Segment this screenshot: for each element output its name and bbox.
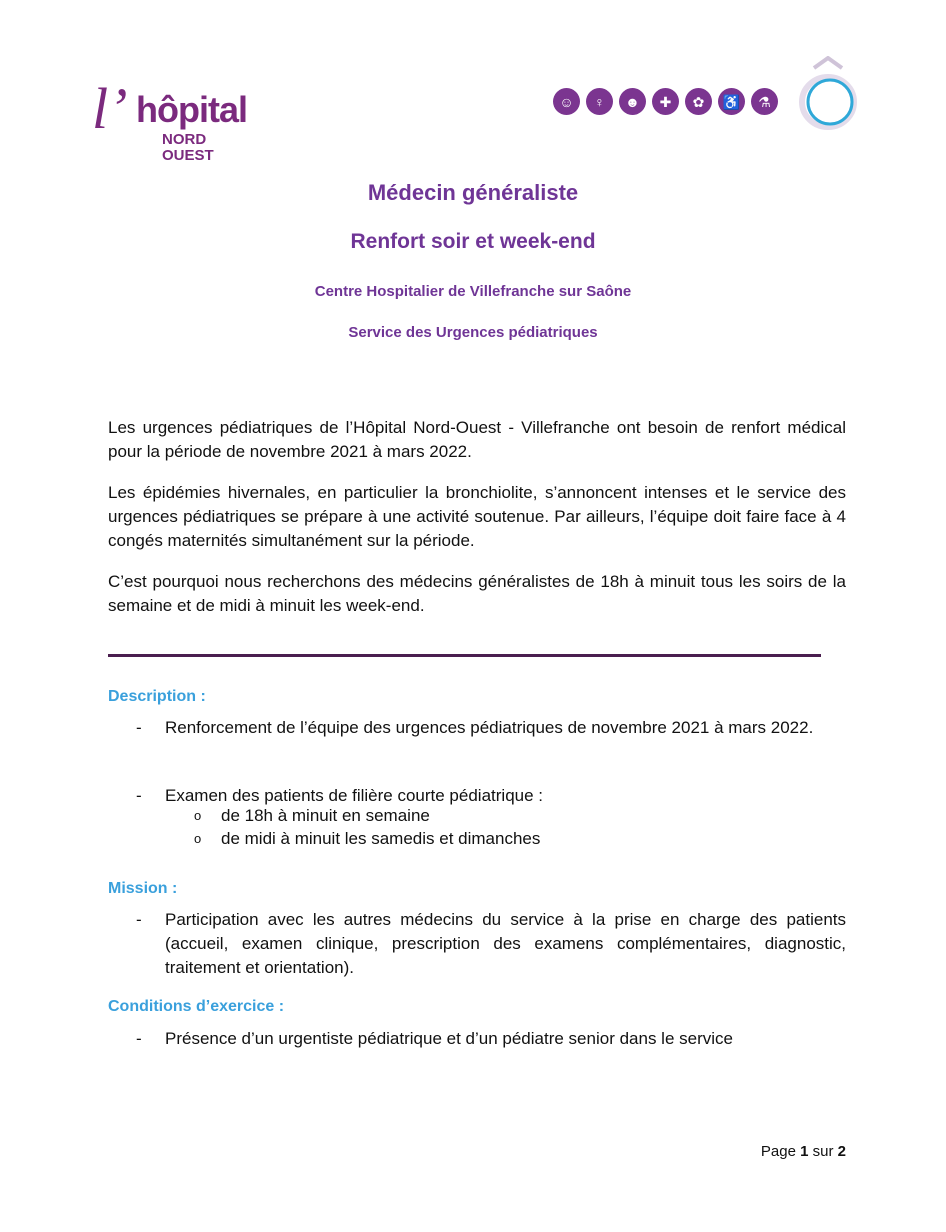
total-pages: 2 <box>837 1143 846 1160</box>
logo-ouest-text: OUEST <box>162 147 214 164</box>
mother-child-icon: ☻ <box>619 88 646 115</box>
list-item-text: Examen des patients de filière courte pédiatrique : <box>165 786 544 805</box>
logo-l-letter: l’ <box>92 76 128 141</box>
doctor-icon: ☺ <box>553 88 580 115</box>
of-word: sur <box>812 1143 834 1160</box>
logo-nord-text: NORD <box>162 131 207 148</box>
hospital-center: Centre Hospitalier de Villefranche sur Saône <box>314 283 632 300</box>
intro-paragraph: Les épidémies hivernales, en particulier la bronchiolite, s’annoncent intenses et le service des urgences pédiatriques se prépare à une activité soutenue. Par ailleurs, l’équipe doit faire face à 4 congés maternités simultanément sur la période. <box>108 483 846 550</box>
brand-o-circumflex-icon <box>796 56 860 130</box>
sub-bullet-marker: o <box>194 808 202 823</box>
medical-cross-icon: ✚ <box>652 88 679 115</box>
intro-paragraph: Les urgences pédiatriques de l’Hôpital Nord-Ouest - Villefranche ont besoin de renfort médical pour la période de novembre 2021 à mars 2022. <box>108 418 846 461</box>
list-item-text: Participation avec les autres médecins du service à la prise en charge des patients (accueil, examen clinique, prescription des examens complémentaires, diagnostic, traitement et orientation). <box>165 910 846 977</box>
service-pictograms <box>553 88 778 116</box>
current-page: 1 <box>800 1143 809 1160</box>
job-title: Médecin généraliste <box>367 180 579 205</box>
service-name: Service des Urgences pédiatriques <box>348 324 598 341</box>
list-item-text: Présence d’un urgentiste pédiatrique et d’un pédiatre senior dans le service <box>165 1029 733 1048</box>
sub-bullet-marker: o <box>194 831 202 846</box>
bullet-dash: - <box>136 910 142 929</box>
female-symbol-icon: ♀ <box>586 88 613 115</box>
bullet-dash: - <box>136 1029 142 1048</box>
section-divider <box>108 654 821 657</box>
shift-subtitle: Renfort soir et week-end <box>350 230 596 253</box>
intro-paragraph: C’est pourquoi nous recherchons des médecins généralistes de 18h à minuit tous les soirs de la semaine et de midi à minuit les week-end. <box>108 572 846 615</box>
bullet-dash: - <box>136 786 142 805</box>
sub-list-item-text: de 18h à minuit en semaine <box>221 806 430 825</box>
sub-list-item-text: de midi à minuit les samedis et dimanches <box>221 829 541 848</box>
cells-icon: ✿ <box>685 88 712 115</box>
logo-hopital-text: hôpital <box>136 89 247 130</box>
mission-heading: Mission : <box>108 880 178 897</box>
page-number <box>600 1143 846 1160</box>
page-word: Page <box>760 1143 796 1160</box>
bullet-dash: - <box>136 718 142 737</box>
conditions-heading: Conditions d’exercice : <box>108 998 285 1015</box>
walking-person-icon: ♿ <box>718 88 745 115</box>
lab-flask-icon: ⚗ <box>751 88 778 115</box>
hospital-logo <box>92 76 272 172</box>
list-item-text: Renforcement de l’équipe des urgences pédiatriques de novembre 2021 à mars 2022. <box>165 718 814 737</box>
description-heading: Description : <box>108 688 206 705</box>
